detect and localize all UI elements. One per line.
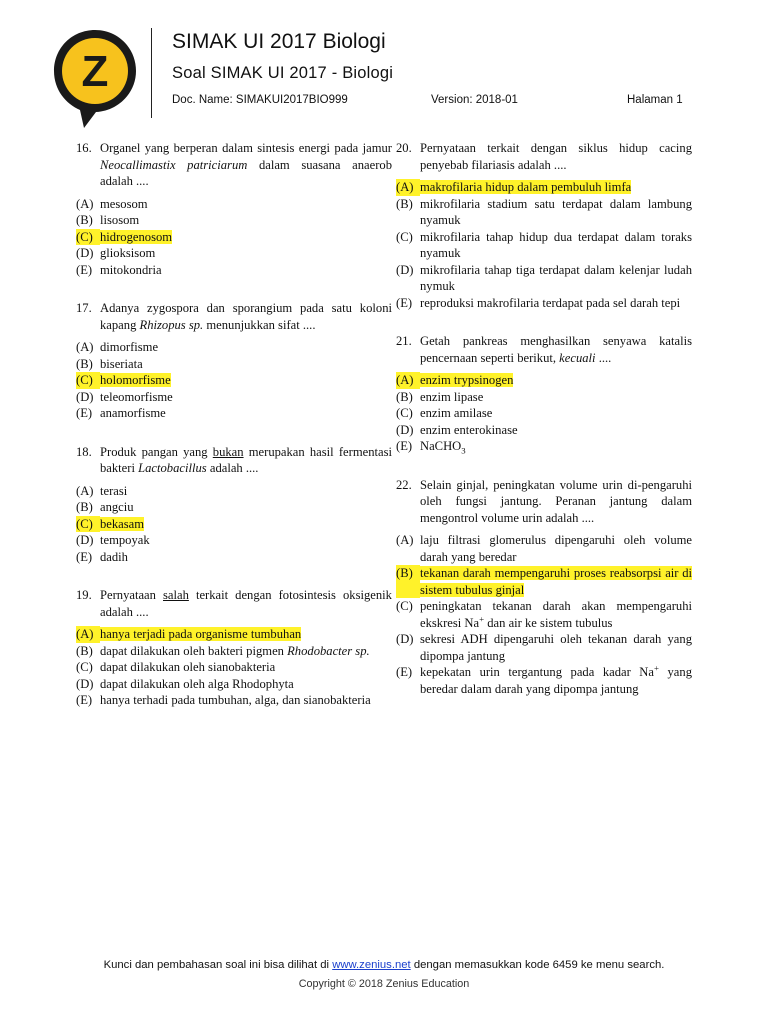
option-c-answer: (C) bekasam xyxy=(76,516,145,531)
question-number: 21. xyxy=(396,334,412,348)
option-d: (D) sekresi ADH dipengaruhi oleh tekanan darah yang dipompa jantung xyxy=(396,632,692,663)
option-c-answer: (C) hidrogenosom xyxy=(76,229,173,244)
option-c: (C) mikrofilaria tahap hidup dua terdapat dalam toraks nyamuk xyxy=(396,229,692,260)
question-text: Pernyataan salah terkait dengan fotosintesis oksigenik adalah .... xyxy=(100,588,392,619)
option-b-answer: (B) tekanan darah mempengaruhi proses reabsorpsi air di sistem tubulus ginjal xyxy=(396,566,692,597)
option-d: (D) tempoyak xyxy=(76,533,150,547)
option-d: (D) mikrofilaria tahap tiga terdapat dalam kelenjar ludah nymuk xyxy=(396,262,692,293)
option-e: (E) dadih xyxy=(76,549,128,564)
option-a: (A) laju filtrasi glomerulus dipengaruhi oleh volume darah yang beredar xyxy=(396,533,692,564)
question-number: 18. xyxy=(76,444,92,459)
doc-name: Doc. Name: SIMAKUI2017BIO999 xyxy=(172,94,348,106)
option-c-answer: (C) holomorfisme xyxy=(76,373,171,387)
zenius-link[interactable]: www.zenius.net xyxy=(332,959,411,971)
option-a: (A) terasi xyxy=(76,483,128,498)
question-number: 19. xyxy=(76,588,92,602)
option-c: (C) enzim amilase xyxy=(396,406,493,420)
question-text: Selain ginjal, peningkatan volume urin di-pengaruhi oleh fungsi jantung. Peranan jantung dalam mengontrol volume urin adalah .... xyxy=(420,477,692,525)
option-e: (E) mitokondria xyxy=(76,262,162,277)
question-17 xyxy=(76,300,392,422)
question-21 xyxy=(396,333,692,455)
option-e: (E) NaCHO$_3$ xyxy=(396,439,466,456)
option-e: (E) anamorfisme xyxy=(76,406,166,420)
question-number: 17. xyxy=(76,301,92,315)
option-c: (C) peningkatan tekanan darah akan mempengaruhi ekskresi Na+ dan air ke sistem tubulus xyxy=(396,599,692,630)
doc-subtitle: Soal SIMAK UI 2017 - Biologi xyxy=(172,64,394,82)
zenius-logo xyxy=(52,28,138,130)
option-b: (B) biseriata xyxy=(76,356,143,371)
option-e: (E) kepekatan urin tergantung pada kadar Na+ yang beredar dalam darah yang dipompa jantung xyxy=(396,662,692,696)
copyright: Copyright © 2018 Zenius Education xyxy=(298,978,470,990)
doc-version: Version: 2018-01 xyxy=(431,94,518,106)
right-column xyxy=(396,140,692,719)
option-b: (B) lisosom xyxy=(76,213,140,227)
question-text: Organel yang berperan dalam sintesis energi pada jamur Neocallimastix patriciarum dalam suasana anaerob adalah .... xyxy=(100,141,392,188)
option-a-answer: (A) hanya terjadi pada organisme tumbuhan xyxy=(76,627,302,641)
question-20 xyxy=(396,140,692,311)
option-c: (C) dapat dilakukan oleh sianobakteria xyxy=(76,660,276,674)
question-text: Getah pankreas menghasilkan senyawa katalis pencernaan seperti berikut, kecuali .... xyxy=(420,334,692,365)
option-b: (B) angciu xyxy=(76,500,134,514)
question-number: 20. xyxy=(396,141,412,155)
option-a-answer: (A) enzim trypsinogen xyxy=(396,373,514,387)
header-divider xyxy=(151,28,152,118)
option-b: (B) dapat dilakukan oleh bakteri pigmen Rhodobacter sp. xyxy=(76,643,370,658)
option-b: (B) mikrofilaria stadium satu terdapat dalam lambung nyamuk xyxy=(396,196,692,227)
option-a: (A) mesosom xyxy=(76,196,148,211)
option-d: (D) teleomorfisme xyxy=(76,389,173,404)
option-a: (A) dimorfisme xyxy=(76,340,159,354)
option-b: (B) enzim lipase xyxy=(396,389,484,404)
option-d: (D) glioksisom xyxy=(76,246,156,260)
footer-note: Kunci dan pembahasan soal ini bisa dilihat di www.zenius.net dengan memasukkan kode 6459 ke menu search. xyxy=(103,959,665,971)
question-number: 22. xyxy=(396,477,412,492)
question-number: 16. xyxy=(76,141,92,155)
question-text: Pernyataan terkait dengan siklus hidup cacing penyebab filariasis adalah .... xyxy=(420,141,692,172)
option-d: (D) enzim enterokinase xyxy=(396,422,518,437)
option-e: (E) hanya terhadi pada tumbuhan, alga, dan sianobakteria xyxy=(76,693,371,707)
question-16 xyxy=(76,140,392,278)
question-19 xyxy=(76,587,392,709)
page-number: Halaman 1 xyxy=(627,94,683,106)
option-a-answer: (A) makrofilaria hidup dalam pembuluh limfa xyxy=(396,180,632,194)
option-e: (E) reproduksi makrofilaria terdapat pada sel darah tepi xyxy=(396,295,681,310)
svg-text:Z: Z xyxy=(81,47,109,96)
question-18 xyxy=(76,444,392,566)
doc-title: SIMAK UI 2017 Biologi xyxy=(172,30,386,53)
question-text: Produk pangan yang bukan merupakan hasil fermentasi bakteri Lactobacillus adalah .... xyxy=(100,444,392,475)
left-column xyxy=(76,140,392,731)
option-d: (D) dapat dilakukan oleh alga Rhodophyta xyxy=(76,676,294,691)
question-22 xyxy=(396,477,692,698)
question-text: Adanya zygospora dan sporangium pada satu koloni kapang Rhizopus sp. menunjukkan sifat .... xyxy=(100,301,392,332)
